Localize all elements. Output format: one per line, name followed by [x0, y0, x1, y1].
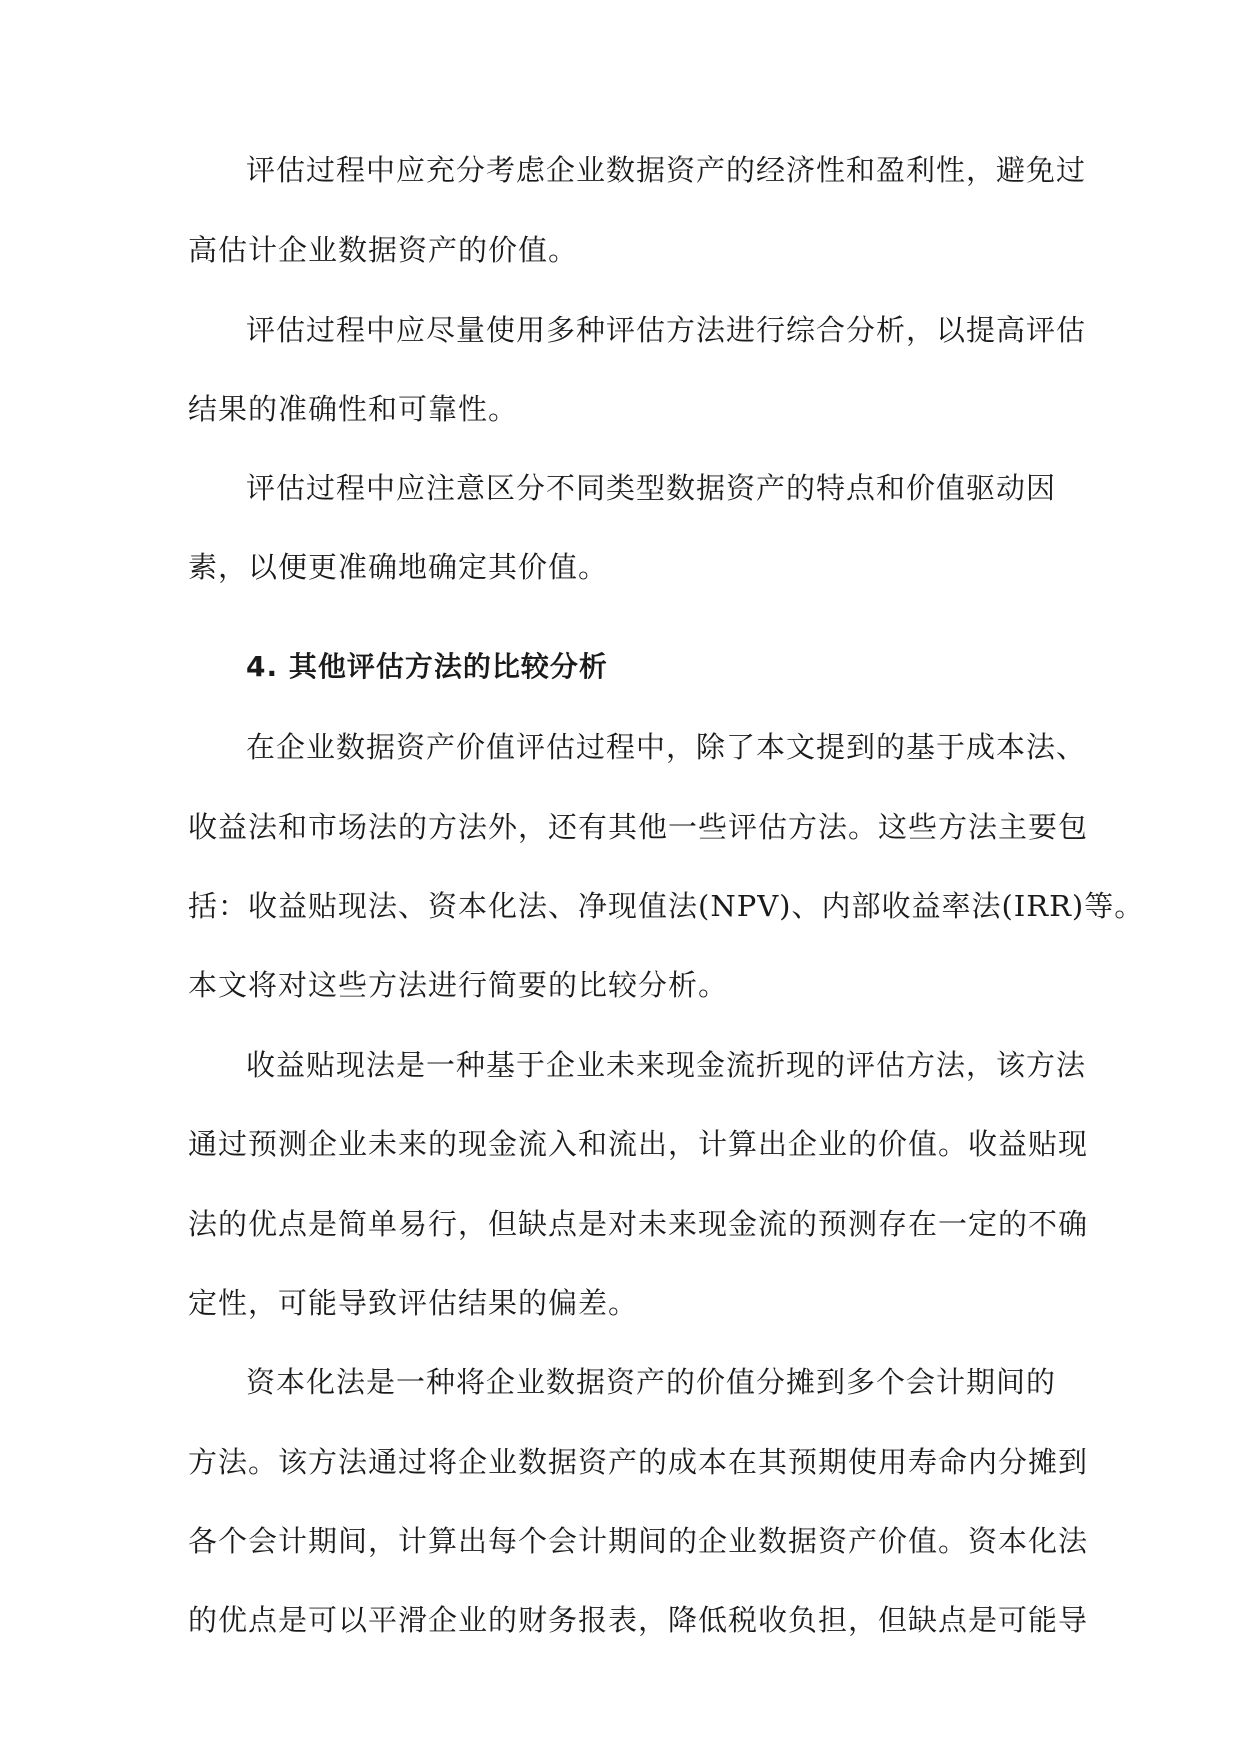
- section-paragraph-3-line-3: 各个会计期间，计算出每个会计期间的企业数据资产价值。资本化法: [188, 1524, 1089, 1558]
- paragraph-2-line-2: 结果的准确性和可靠性。: [188, 392, 519, 426]
- section-paragraph-1-line-4: 本文将对这些方法进行简要的比较分析。: [188, 968, 729, 1002]
- section-paragraph-1-line-2: 收益法和市场法的方法外，还有其他一些评估方法。这些方法主要包: [188, 810, 1089, 844]
- paragraph-2-line-1: 评估过程中应尽量使用多种评估方法进行综合分析，以提高评估: [246, 313, 1087, 347]
- section-paragraph-2-line-2: 通过预测企业未来的现金流入和流出，计算出企业的价值。收益贴现: [188, 1127, 1089, 1161]
- section-paragraph-3-line-4: 的优点是可以平滑企业的财务报表，降低税收负担，但缺点是可能导: [188, 1603, 1089, 1637]
- section-paragraph-1-line-1: 在企业数据资产价值评估过程中，除了本文提到的基于成本法、: [246, 730, 1087, 764]
- paragraph-1-line-2: 高估计企业数据资产的价值。: [188, 233, 579, 267]
- section-paragraph-3-line-1: 资本化法是一种将企业数据资产的价值分摊到多个会计期间的: [246, 1365, 1057, 1399]
- paragraph-3-line-1: 评估过程中应注意区分不同类型数据资产的特点和价值驱动因: [246, 471, 1057, 505]
- paragraph-3-line-2: 素，以便更准确地确定其价值。: [188, 550, 609, 584]
- section-paragraph-2-line-1: 收益贴现法是一种基于企业未来现金流折现的评估方法，该方法: [246, 1048, 1087, 1082]
- section-paragraph-3-line-2: 方法。该方法通过将企业数据资产的成本在其预期使用寿命内分摊到: [188, 1445, 1089, 1479]
- section-paragraph-2-line-3: 法的优点是简单易行，但缺点是对未来现金流的预测存在一定的不确: [188, 1207, 1089, 1241]
- paragraph-1-line-1: 评估过程中应充分考虑企业数据资产的经济性和盈利性，避免过: [246, 153, 1087, 187]
- section-paragraph-1-line-3: 括：收益贴现法、资本化法、净现值法(NPV)、内部收益率法(IRR)等。: [188, 889, 1145, 923]
- section-paragraph-2-line-4: 定性，可能导致评估结果的偏差。: [188, 1286, 639, 1320]
- section-heading: 4. 其他评估方法的比较分析: [246, 650, 608, 683]
